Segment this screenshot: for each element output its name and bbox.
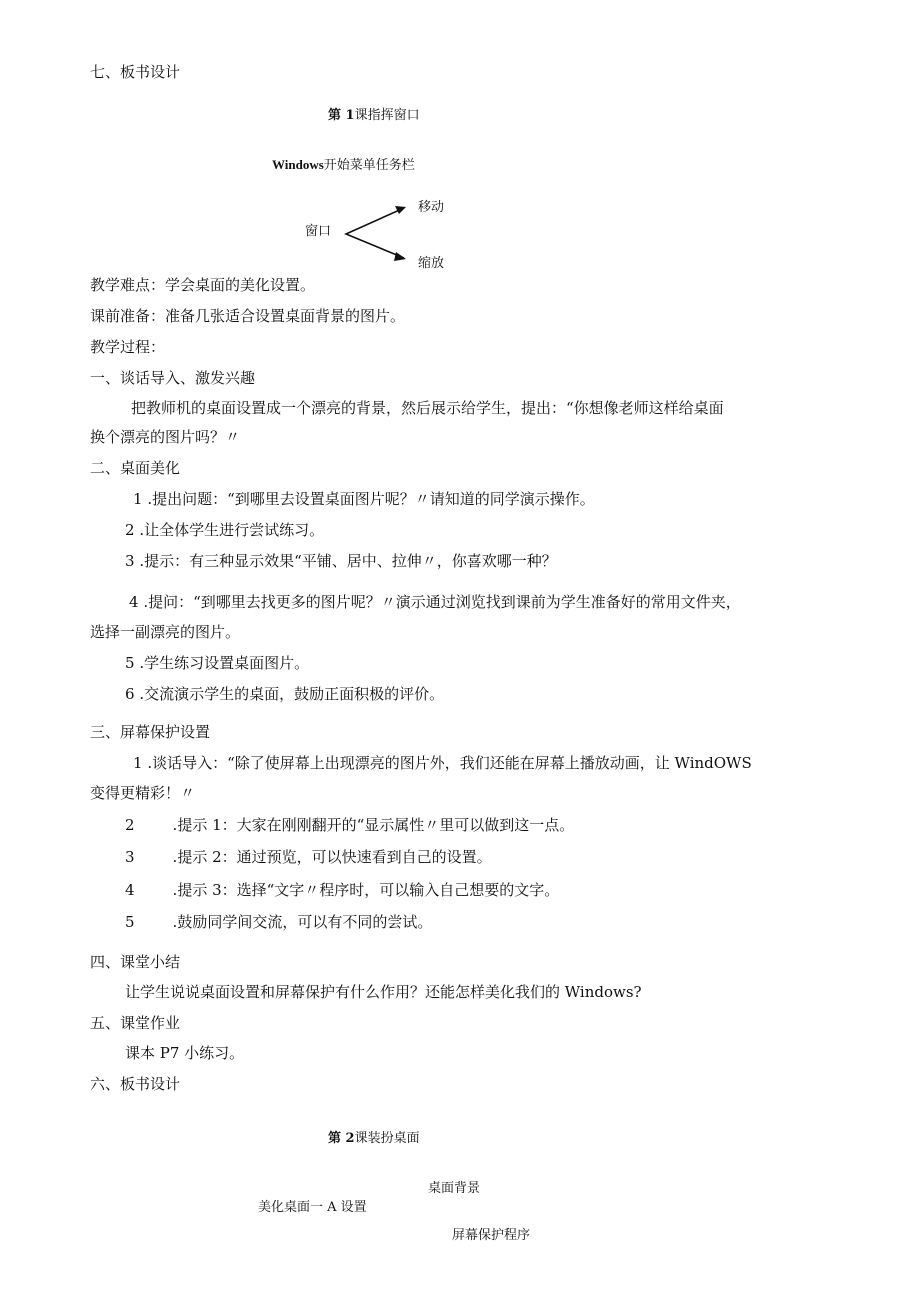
part3-item-2-text: .提示 1：大家在刚刚翻开的“显示属性〃里可以做到这一点。 — [172, 816, 575, 834]
part2-heading: 二、桌面美化 — [90, 459, 181, 477]
part1-paragraph-line1: 把教师机的桌面设置成一个漂亮的背景，然后展示给学生，提出：“你想像老师这样给桌面 — [131, 399, 724, 417]
part3-item-4-number: 4 — [125, 881, 135, 899]
board1-window-label: 窗口 — [305, 224, 332, 239]
part3-item-1-number: 1 — [133, 754, 143, 772]
part3-item-5 — [125, 912, 432, 932]
board2-desktop-background: 桌面背景 — [428, 1181, 481, 1196]
part4-text: 让学生说说桌面设置和屏幕保护有什么作用？还能怎样美化我们的 Windows? — [125, 983, 642, 1001]
part3-item-2 — [125, 815, 574, 835]
part2-item-2-text: .让全体学生进行尝试练习。 — [139, 521, 325, 539]
part2-item-5-text: .学生练习设置桌面图片。 — [139, 654, 310, 672]
part2-item-5-number: 5 — [125, 654, 135, 672]
class-preparation: 课前准备：准备几张适合设置桌面背景的图片。 — [90, 307, 406, 325]
part3-item-4-text: .提示 3：选择“文字〃程序时，可以输入自己想要的文字。 — [172, 881, 560, 899]
part2-item-4-continuation: 选择一副漂亮的图片。 — [90, 623, 241, 641]
part3-heading: 三、屏幕保护设置 — [90, 723, 211, 741]
board1-lesson-name: 课指挥窗口 — [354, 108, 420, 123]
part6-heading: 六、板书设计 — [90, 1075, 181, 1093]
part2-item-3-number: 3 — [125, 552, 135, 570]
board1-topics — [272, 155, 415, 176]
board2-lesson-title — [328, 1129, 420, 1149]
board2-lesson-name: 课装扮桌面 — [354, 1131, 420, 1146]
part3-item-5-number: 5 — [125, 913, 135, 931]
part3-item-3-text: .提示 2：通过预览，可以快速看到自己的设置。 — [172, 848, 492, 866]
board2-screensaver: 屏幕保护程序 — [452, 1228, 531, 1243]
part1-heading: 一、谈话导入、激发兴趣 — [90, 369, 256, 387]
part3-item-3-number: 3 — [125, 848, 135, 866]
part2-item-6 — [125, 684, 444, 704]
part5-text: 课本 P7 小练习。 — [125, 1044, 245, 1062]
teaching-process-title: 教学过程： — [90, 338, 166, 356]
part3-item-3 — [125, 847, 492, 867]
part3-item-1-text: .谈话导入：“除了使屏幕上出现漂亮的图片外，我们还能在屏幕上播放动画，让 WindOWS — [147, 754, 752, 772]
board1-branch-move: 移动 — [418, 200, 445, 215]
part3-item-1-continuation: 变得更精彩！〃 — [90, 784, 196, 802]
board1-windows-word: Windows — [272, 157, 324, 172]
board2-lesson-number: 第 2 — [328, 1131, 355, 1146]
part2-item-6-number: 6 — [125, 685, 135, 703]
part5-heading: 五、课堂作业 — [90, 1014, 181, 1032]
part2-item-1-text: .提出问题：“到哪里去设置桌面图片呢？〃请知道的同学演示操作。 — [147, 490, 595, 508]
teaching-difficulty: 教学难点：学会桌面的美化设置。 — [90, 276, 316, 294]
board1-lesson-number: 第 1 — [328, 108, 355, 123]
part2-item-5 — [125, 653, 309, 673]
part4-heading: 四、课堂小结 — [90, 953, 181, 971]
part2-item-4-number: 4 — [129, 593, 139, 611]
board1-lesson-title — [328, 106, 420, 126]
part3-item-1 — [133, 753, 752, 773]
part3-item-5-text: .鼓励同学间交流，可以有不同的尝试。 — [172, 913, 433, 931]
part2-item-2 — [125, 520, 324, 540]
part3-item-2-number: 2 — [125, 816, 135, 834]
part2-item-2-number: 2 — [125, 521, 135, 539]
part1-paragraph-line2: 换个漂亮的图片吗？〃 — [90, 428, 241, 446]
part2-item-4 — [129, 592, 741, 612]
part2-item-6-text: .交流演示学生的桌面，鼓励正面积极的评价。 — [139, 685, 445, 703]
part2-item-1 — [133, 489, 595, 509]
board2-beautify-desktop: 美化桌面一 A 设置 — [258, 1200, 367, 1215]
branch-arrows-diagram — [340, 200, 410, 264]
board1-branch-scale: 缩放 — [418, 256, 445, 271]
part3-item-4 — [125, 880, 559, 900]
part2-item-3-text: .提示：有三种显示效果“平铺、居中、拉伸〃，你喜欢哪一种？ — [139, 552, 557, 570]
board1-topics-rest: 开始菜单任务栏 — [323, 158, 415, 173]
part2-item-1-number: 1 — [133, 490, 143, 508]
section-heading-board-design-1: 七、板书设计 — [90, 63, 181, 81]
part2-item-4-text: .提问：“到哪里去找更多的图片呢？〃演示通过浏览找到课前为学生准备好的常用文件夹， — [143, 593, 741, 611]
part2-item-3 — [125, 551, 557, 571]
